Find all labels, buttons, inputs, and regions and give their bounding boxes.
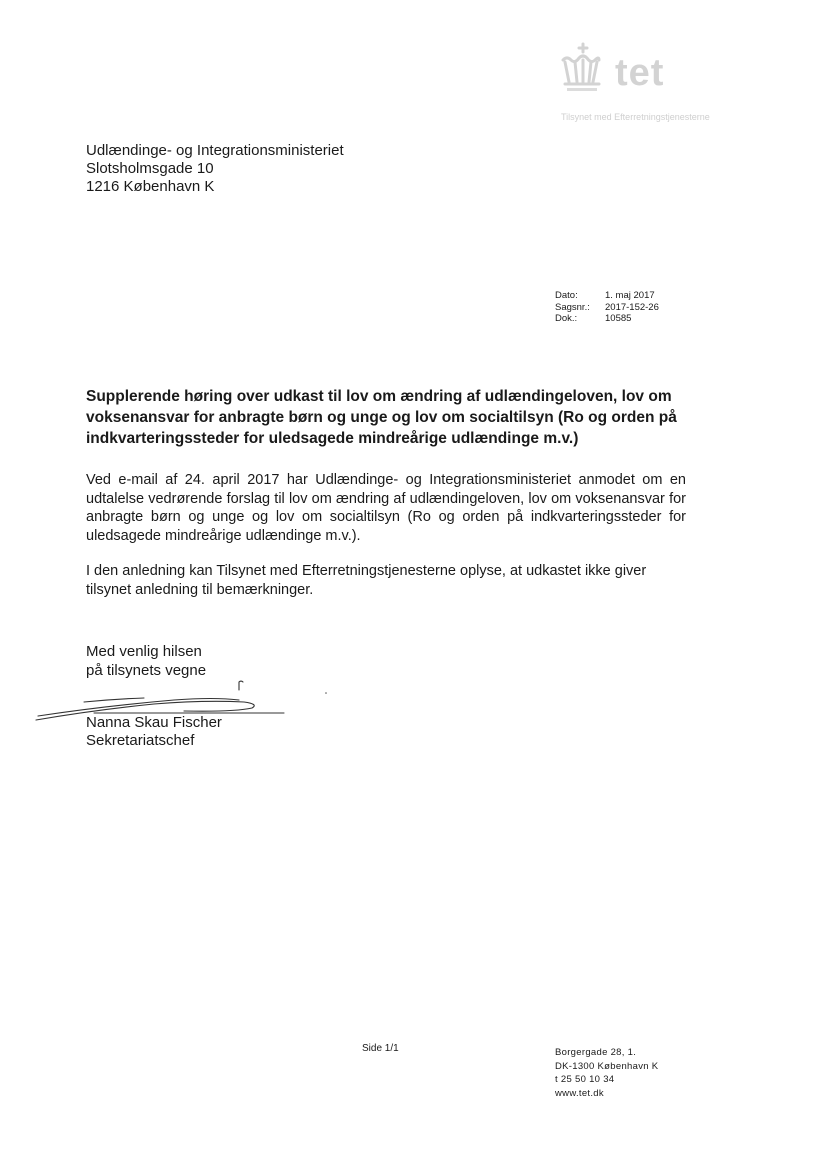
footer-phone: t 25 50 10 34	[555, 1074, 615, 1085]
body-paragraph-1: Ved e-mail af 24. april 2017 har Udlændinge- og Integrationsministeriet anmodet om en udtalelse vedrørende forslag til lov om ændring af udlændingeloven, lov om voksenansvar for anbragte børn og unge og lov om socialtilsyn (Ro og orden på indkvarteringssteder for uledsagede mindreårige udlændinge m.v.).	[86, 472, 686, 544]
meta-case-row	[555, 302, 659, 314]
meta-case-value: 2017-152-26	[605, 301, 659, 313]
signer-name: Nanna Skau Fischer	[86, 714, 222, 731]
signer-block	[86, 714, 222, 750]
meta-case-label: Sagsnr.:	[555, 301, 590, 313]
body-paragraph-2: I den anledning kan Tilsynet med Efterretningstjenesterne oplyse, at udkastet ikke giver tilsynet anledning til bemærkninger.	[86, 563, 647, 598]
meta-date-value: 1. maj 2017	[605, 290, 655, 301]
meta-doc-value: 10585	[605, 313, 632, 324]
recipient-address	[86, 142, 344, 196]
document-meta	[555, 290, 659, 325]
meta-doc-label: Dok.:	[555, 313, 578, 324]
footer-address	[555, 1046, 658, 1100]
logo-wordmark: tet	[615, 52, 665, 94]
recipient-street: Slotsholmsgade 10	[86, 160, 214, 177]
footer-street: Borgergade 28, 1.	[555, 1047, 637, 1058]
closing-on-behalf: på tilsynets vegne	[86, 662, 207, 679]
page-number: Side 1/1	[362, 1043, 399, 1054]
subject-heading: Supplerende høring over udkast til lov om ændring af udlændingeloven, lov om voksenansvar for anbragte børn og unge og lov om socialtilsyn (Ro og orden på indkvarteringssteder for uledsagede mindreårige udlændinge m.v.)	[86, 388, 677, 447]
tet-logo	[553, 40, 753, 130]
closing	[86, 642, 206, 680]
logo-subtitle: Tilsynet med Efterretningstjenesterne	[561, 112, 710, 122]
closing-greeting: Med venlig hilsen	[86, 643, 202, 660]
meta-date-row	[555, 290, 659, 302]
footer-website: www.tet.dk	[555, 1087, 604, 1099]
recipient-name: Udlændinge- og Integrationsministeriet	[86, 142, 344, 159]
meta-date-label: Dato:	[555, 290, 578, 301]
recipient-city: 1216 København K	[86, 178, 215, 195]
footer-city: DK-1300 København K	[555, 1060, 659, 1072]
meta-doc-row	[555, 313, 659, 325]
signer-title: Sekretariatschef	[86, 732, 195, 749]
crown-icon	[557, 42, 601, 94]
